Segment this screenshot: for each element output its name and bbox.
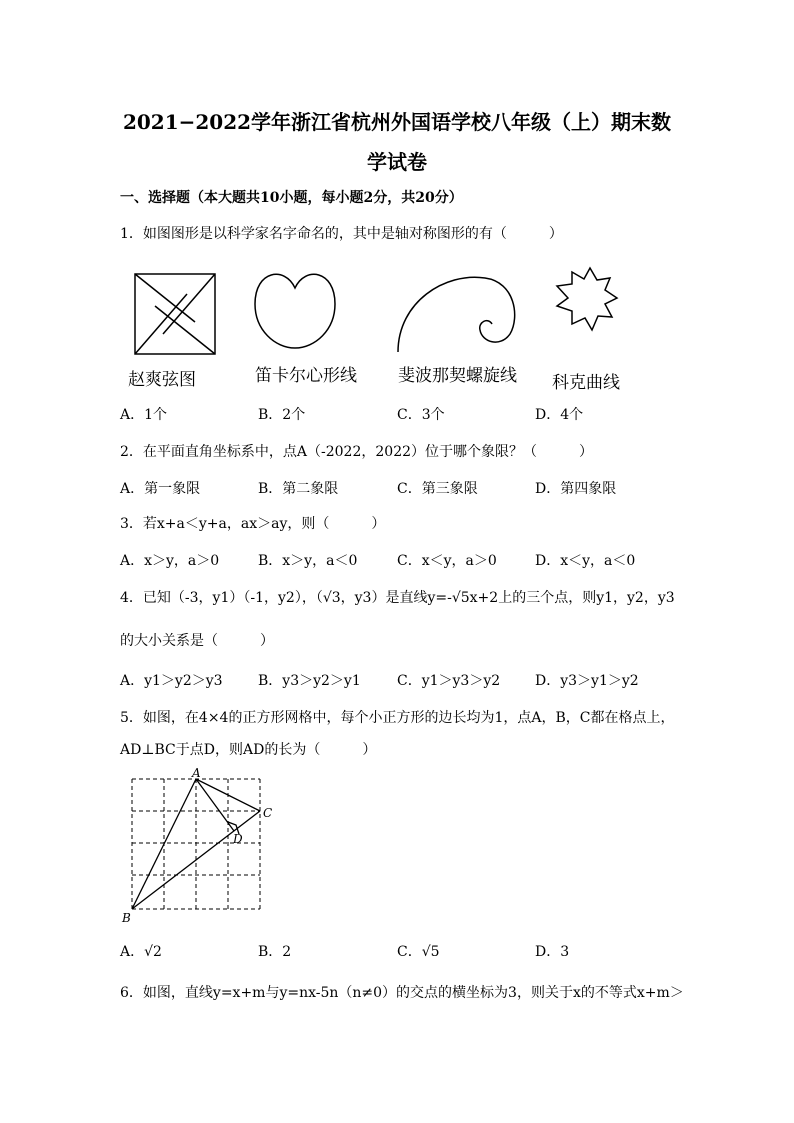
q3-option-c: C．x＜y，a＞0 xyxy=(397,553,497,569)
fibonacci-spiral xyxy=(398,277,515,352)
question-6-text: 6．如图，直线y=x+m与y=nx-5n（n≠0）的交点的横坐标为3，则关于x的不等式x+m＞ xyxy=(120,985,684,1001)
q1-option-c: C．3个 xyxy=(397,407,445,423)
figure-caption-fibonacci: 斐波那契螺旋线 xyxy=(398,366,517,386)
point-label-b: B xyxy=(122,911,131,925)
q4-option-b: B．y3＞y2＞y1 xyxy=(258,673,361,689)
q2-option-a: A．第一象限 xyxy=(120,481,201,497)
figure-caption-cardioid: 笛卡尔心形线 xyxy=(255,366,357,386)
section-heading: 一、选择题（本大题共10小题，每小题2分，共20分） xyxy=(120,190,463,206)
koch-snowflake xyxy=(557,268,617,330)
exam-title-line1: 2021−2022学年浙江省杭州外国语学校八年级（上）期末数 xyxy=(122,110,672,134)
q1-figures xyxy=(120,262,640,362)
q4-option-a: A．y1＞y2＞y3 xyxy=(120,673,223,689)
q2-option-b: B．第二象限 xyxy=(258,481,339,497)
point-label-c: C xyxy=(263,806,273,820)
figure-caption-zhao-shuang: 赵爽弦图 xyxy=(128,370,196,390)
q5-grid-figure xyxy=(118,765,288,925)
q5-option-c: C．√5 xyxy=(397,944,440,960)
question-2-text: 2．在平面直角坐标系中，点A（-2022，2022）位于哪个象限？（ ） xyxy=(120,444,594,460)
q4-option-c: C．y1＞y3＞y2 xyxy=(397,673,501,689)
q4-option-d: D．y3＞y1＞y2 xyxy=(535,673,639,689)
q3-option-d: D．x＜y，a＜0 xyxy=(535,553,636,569)
q1-option-b: B．2个 xyxy=(258,407,306,423)
question-5-line1: 5．如图，在4×4的正方形网格中，每个小正方形的边长均为1，点A，B，C都在格点上， xyxy=(120,710,675,726)
question-1-text: 1．如图图形是以科学家名字命名的，其中是轴对称图形的有（ ） xyxy=(120,226,563,242)
q2-option-c: C．第三象限 xyxy=(397,481,478,497)
question-5-line2: AD⊥BC于点D，则AD的长为（ ） xyxy=(120,742,377,758)
question-4-line1: 4．已知（-3，y1）（-1，y2），（√3，y3）是直线y=-√5x+2上的三个点，则y1，y2，y3 xyxy=(120,590,675,606)
q5-option-a: A．√2 xyxy=(120,944,162,960)
q3-option-a: A．x＞y，a＞0 xyxy=(120,553,220,569)
cardioid-curve xyxy=(255,274,335,348)
point-label-d: D xyxy=(233,832,243,846)
zhao-shuang-diagram xyxy=(135,274,215,354)
q5-option-b: B．2 xyxy=(258,944,292,960)
q1-option-a: A．1个 xyxy=(120,407,168,423)
figure-caption-koch: 科克曲线 xyxy=(552,373,620,393)
q5-option-d: D．3 xyxy=(535,944,570,960)
q3-option-b: B．x＞y，a＜0 xyxy=(258,553,358,569)
question-3-text: 3．若x+a＜y+a，ax＞ay，则（ ） xyxy=(120,516,386,532)
q1-option-d: D．4个 xyxy=(535,407,584,423)
point-label-a: A xyxy=(192,766,201,780)
question-4-line2: 的大小关系是（ ） xyxy=(120,633,274,649)
exam-title-line2: 学试卷 xyxy=(367,150,427,174)
q2-option-d: D．第四象限 xyxy=(535,481,617,497)
